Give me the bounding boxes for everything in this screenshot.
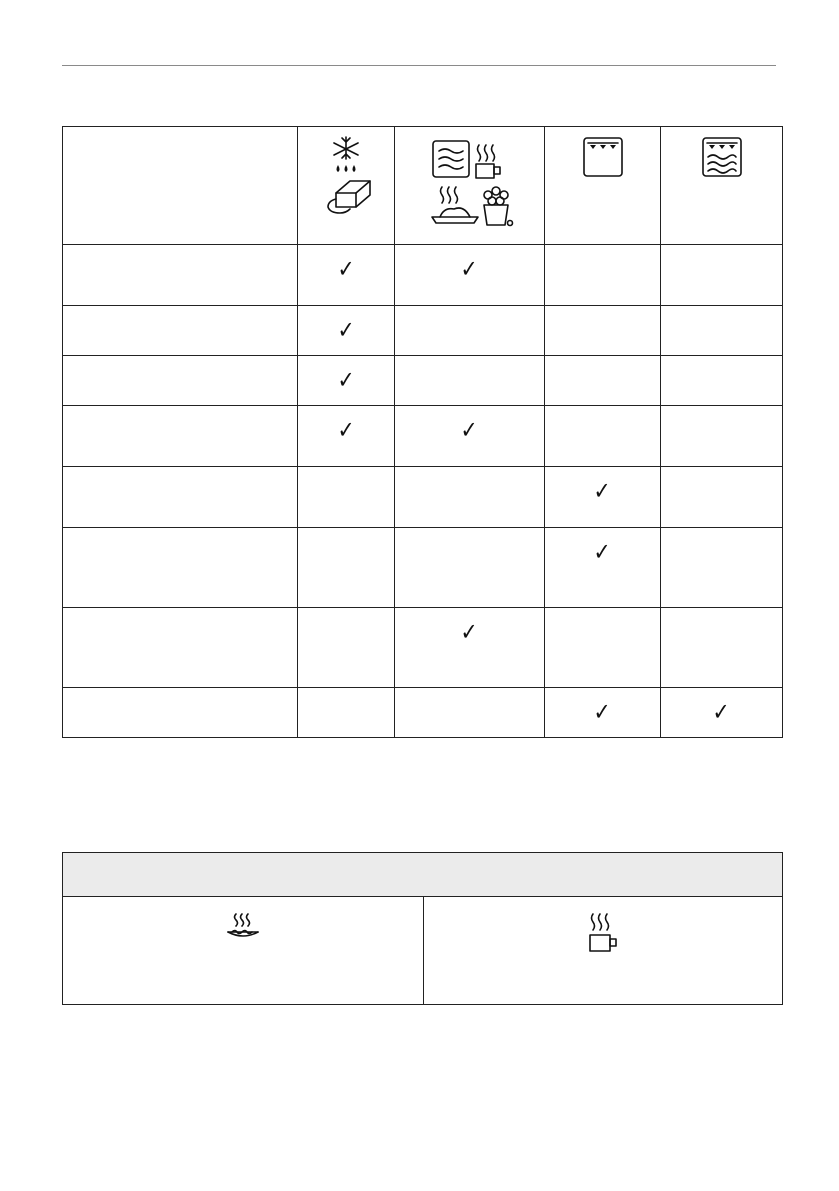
- table-row: [63, 688, 783, 738]
- microwave-grill-combi-icon: [692, 127, 752, 187]
- cell-combi: [661, 356, 783, 406]
- cell-combi: [661, 467, 783, 528]
- table-row: [63, 467, 783, 528]
- row-label-cell: [63, 306, 298, 356]
- cell-oven: [545, 688, 661, 738]
- row-label-cell: [63, 356, 298, 406]
- checkmark-icon: ✓: [593, 698, 612, 726]
- cell-combi: [661, 688, 783, 738]
- table-row: [63, 306, 783, 356]
- legend-cell-reheat-dish: [63, 897, 424, 1005]
- cell-reheat: [395, 467, 545, 528]
- checkmark-icon: ✓: [460, 255, 479, 283]
- cell-combi: [661, 608, 783, 688]
- cell-oven: [545, 608, 661, 688]
- cell-combi: [661, 406, 783, 467]
- cell-reheat: [395, 245, 545, 306]
- cell-defrost: [298, 467, 395, 528]
- cell-oven: [545, 528, 661, 608]
- checkmark-icon: ✓: [337, 316, 355, 344]
- cell-reheat: [395, 406, 545, 467]
- cell-defrost: [298, 306, 395, 356]
- top-divider-line: [62, 65, 776, 66]
- legend-cell-hot-drink: [424, 897, 783, 1005]
- cell-defrost: [298, 688, 395, 738]
- checkmark-icon: ✓: [337, 416, 355, 444]
- table-row: [63, 528, 783, 608]
- row-label-cell: [63, 467, 298, 528]
- header-reheat-cell: [395, 127, 545, 245]
- header-label-cell: [63, 127, 298, 245]
- header-defrost-cell: [298, 127, 395, 245]
- checkmark-icon: ✓: [712, 698, 731, 726]
- hot-drink-cup-icon: [583, 911, 623, 955]
- row-label-cell: [63, 406, 298, 467]
- cell-defrost: [298, 528, 395, 608]
- cell-combi: [661, 306, 783, 356]
- checkmark-icon: ✓: [460, 416, 479, 444]
- cell-defrost: [298, 608, 395, 688]
- cell-reheat: [395, 356, 545, 406]
- legend-table: [62, 852, 783, 1005]
- checkmark-icon: ✓: [593, 538, 612, 566]
- cell-oven: [545, 356, 661, 406]
- table-row: [63, 406, 783, 467]
- cell-oven: [545, 245, 661, 306]
- microwave-reheat-popcorn-icon: [420, 127, 520, 227]
- table-row: [63, 356, 783, 406]
- row-label-cell: [63, 688, 298, 738]
- cell-reheat: [395, 688, 545, 738]
- table-header-row: [63, 127, 783, 245]
- header-combi-cell: [661, 127, 783, 245]
- cell-defrost: [298, 406, 395, 467]
- table-body: [63, 245, 783, 738]
- legend-header: [63, 853, 783, 897]
- cell-combi: [661, 528, 783, 608]
- cell-combi: [661, 245, 783, 306]
- cell-oven: [545, 467, 661, 528]
- cell-reheat: [395, 608, 545, 688]
- checkmark-icon: ✓: [593, 477, 612, 505]
- cell-oven: [545, 406, 661, 467]
- checkmark-icon: ✓: [460, 618, 479, 646]
- cell-oven: [545, 306, 661, 356]
- conventional-oven-icon: [573, 127, 633, 187]
- function-compatibility-table: [62, 126, 783, 738]
- defrost-icon: [316, 127, 376, 227]
- reheat-dish-icon: [223, 911, 263, 945]
- row-label-cell: [63, 245, 298, 306]
- table-row: [63, 245, 783, 306]
- cell-defrost: [298, 356, 395, 406]
- table-row: [63, 608, 783, 688]
- row-label-cell: [63, 528, 298, 608]
- cell-defrost: [298, 245, 395, 306]
- header-oven-cell: [545, 127, 661, 245]
- cell-reheat: [395, 528, 545, 608]
- checkmark-icon: ✓: [337, 255, 355, 283]
- checkmark-icon: ✓: [337, 366, 355, 394]
- row-label-cell: [63, 608, 298, 688]
- cell-reheat: [395, 306, 545, 356]
